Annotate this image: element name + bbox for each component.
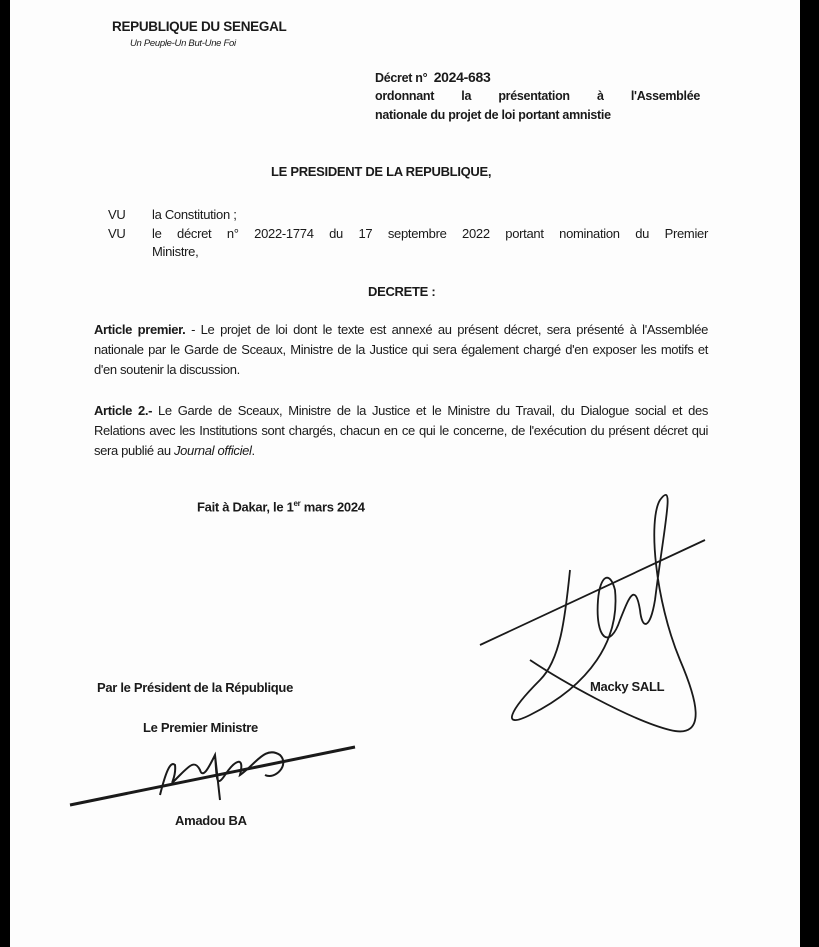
decree-number-value: 2024-683	[433, 69, 491, 85]
article-premier	[94, 320, 708, 380]
decree-subject-line1: ordonnant la présentation à l'Assemblée	[375, 89, 700, 103]
pm-name: Amadou BA	[175, 813, 247, 828]
signing-place-date	[197, 499, 365, 514]
president-heading: LE PRESIDENT DE LA REPUBLIQUE,	[271, 164, 492, 179]
visa-label: VU	[108, 226, 126, 241]
article-text: Le Garde de Sceaux, Ministre de la Justice et le Ministre du Travail, du Dialogue social et des Relations avec les Institutions sont chargés, chacun en ce qui le concerne, de l'exécution du présent décret qui sera publié au	[94, 403, 708, 458]
article-end: .	[251, 443, 255, 458]
signing-day-suffix: er	[293, 499, 301, 508]
decree-number	[375, 69, 490, 85]
decree-subject-line2: nationale du projet de loi portant amnistie	[375, 108, 611, 122]
pm-title: Le Premier Ministre	[143, 720, 258, 735]
president-signature	[470, 480, 730, 750]
article-label: Article 2.-	[94, 403, 153, 418]
journal-officiel: Journal officiel	[174, 443, 252, 458]
countersign-label: Par le Président de la République	[97, 680, 293, 695]
visa-continuation: Ministre,	[152, 244, 199, 259]
signing-month-year: mars 2024	[300, 499, 365, 515]
decrete-heading: DECRETE :	[368, 284, 436, 299]
decree-number-label: Décret n°	[375, 71, 428, 85]
article-label: Article premier.	[94, 322, 186, 337]
signing-day: 1	[286, 499, 294, 515]
country-name: REPUBLIQUE DU SENEGAL	[112, 19, 287, 34]
visa-text: la Constitution ;	[152, 207, 237, 222]
article-2	[94, 401, 708, 461]
article-text: - Le projet de loi dont le texte est annexé au présent décret, sera présenté à l'Assemblée nationale par le Garde de Sceaux, Ministre de la Justice qui sera également chargé d'en exposer les motifs et d'en soutenir la discussion.	[94, 322, 708, 377]
president-name: Macky SALL	[590, 679, 665, 694]
visa-text: le décret n° 2022-1774 du 17 septembre 2022 portant nomination du Premier	[152, 226, 708, 241]
signing-place: Fait à Dakar, le	[197, 499, 287, 515]
national-motto: Un Peuple-Un But-Une Foi	[130, 38, 236, 49]
visa-label: VU	[108, 207, 126, 222]
prime-minister-signature	[65, 735, 365, 815]
